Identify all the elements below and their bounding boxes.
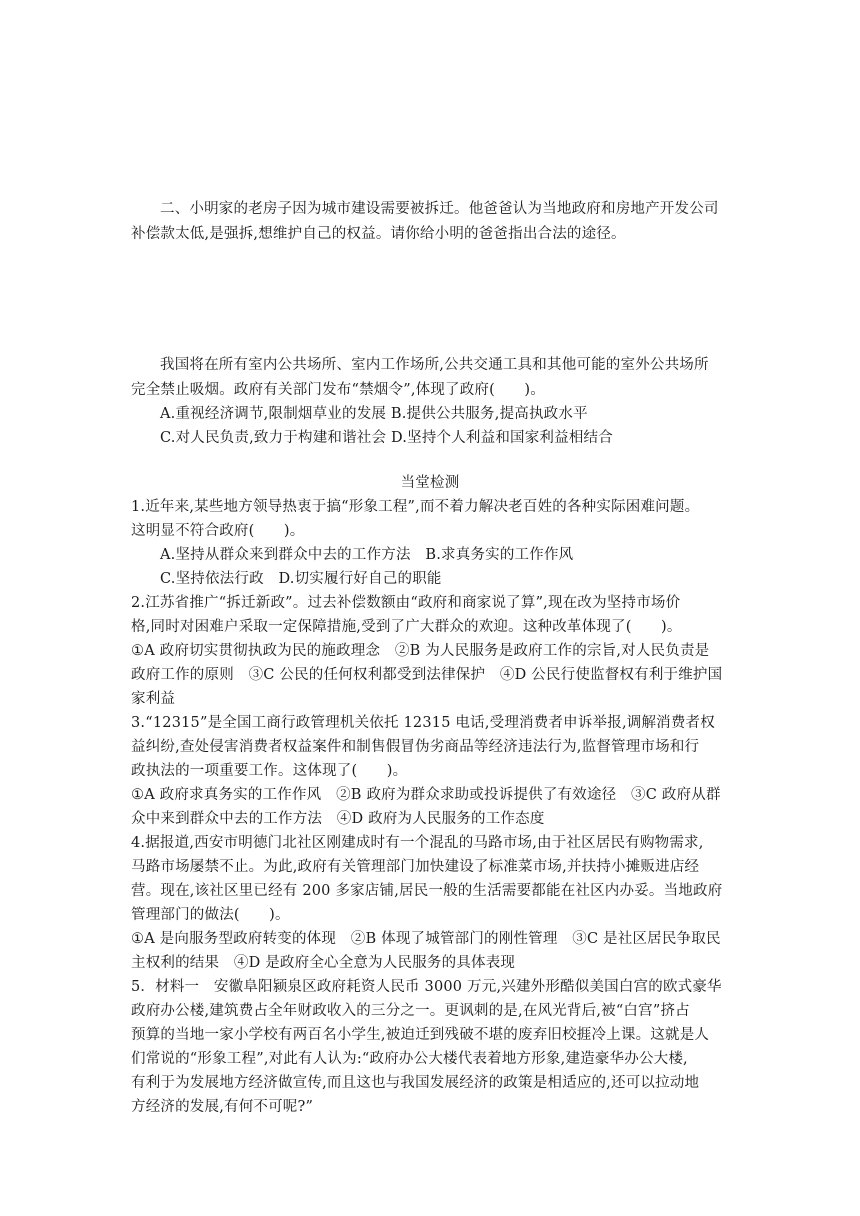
smoking-stem-line-1: 我国将在所有室内公共场所、室内工作场所,公共交通工具和其他可能的室外公共场所 [160,357,709,373]
q3-line-2: 益纠纷,查处侵害消费者权益案件和制售假冒伪劣商品等经济违法行为,监督管理市场和行 [131,739,700,755]
q4-line-5: ①A 是向服务型政府转变的体现 ②B 体现了城管部门的刚性管理 ③C 是社区居民争取民 [131,931,721,947]
section2-line-2: 补偿款太低,是强拆,想维护自己的权益。请你给小明的爸爸指出合法的途径。 [131,226,626,242]
smoking-options-line-2: C.对人民负责,致力于构建和谐社会 D.坚持个人利益和国家利益相结合 [160,430,613,446]
q5-line-4: 们常说的“形象工程”,对此有人认为:“政府办公大楼代表着地方形象,建造豪华办公大楼, [131,1051,688,1067]
q5-line-6: 方经济的发展,有何不可呢?” [131,1099,314,1115]
q5-line-3: 预算的当地一家小学校有两百名小学生,被迫迁到残破不堪的废弃旧校捱冷上课。这就是人 [131,1027,710,1043]
q3-line-5: 众中来到群众中去的工作方法 ④D 政府为人民服务的工作态度 [131,811,545,827]
q1-options-line-2: C.坚持依法行政 D.切实履行好自己的职能 [160,571,442,587]
q3-line-4: ①A 政府求真务实的工作作风 ②B 政府为群众求助或投诉提供了有效途径 ③C 政府从群 [131,787,721,803]
q1-stem-line-1: 1.近年来,某些地方领导热衷于搞“形象工程”,而不着力解决老百姓的各种实际困难问题。 [131,499,700,515]
smoking-stem-line-2: 完全禁止吸烟。政府有关部门发布“禁烟令”,体现了政府( )。 [131,382,545,398]
q5-line-2: 政府办公楼,建筑费占全年财政收入的三分之一。更讽刺的是,在风光背后,被“白宫”挤占 [131,1003,690,1019]
q4-line-6: 主权利的结果 ④D 是政府全心全意为人民服务的具体表现 [131,955,516,971]
smoking-options-line-1: A.重视经济调节,限制烟草业的发展 B.提供公共服务,提高执政水平 [160,406,588,422]
q2-line-1: 2.江苏省推广“拆迁新政”。过去补偿数额由“政府和商家说了算”,现在改为坚持市场价 [131,595,681,611]
q4-line-4: 管理部门的做法( )。 [131,907,290,923]
q1-options-line-1: A.坚持从群众来到群众中去的工作方法 B.求真务实的工作作风 [160,547,574,563]
q3-line-3: 政执法的一项重要工作。这体现了( )。 [131,763,408,779]
q3-line-1: 3.“12315”是全国工商行政管理机关依托 12315 电话,受理消费者申诉举报,调解消费者权 [131,715,715,731]
q4-line-2: 马路市场屡禁不止。为此,政府有关管理部门加快建设了标准菜市场,并扶持小摊贩进店经 [131,859,700,875]
section2-line-1: 二、小明家的老房子因为城市建设需要被拆迁。他爸爸认为当地政府和房地产开发公司 [160,201,719,217]
test-heading: 当堂检测 [400,475,460,491]
q2-line-3: ①A 政府切实贯彻执政为民的施政理念 ②B 为人民服务是政府工作的宗旨,对人民负责是 [131,643,710,659]
q2-line-4: 政府工作的原则 ③C 公民的任何权利都受到法律保护 ④D 公民行使监督权有利于维护国 [131,667,723,683]
q5-line-5: 有利于为发展地方经济做宣传,而且这也与我国发展经济的政策是相适应的,还可以拉动地 [131,1075,700,1091]
q4-line-3: 营。现在,该社区里已经有 200 多家店铺,居民一般的生活需要都能在社区内办妥。当地政府 [131,883,723,899]
q4-line-1: 4.据报道,西安市明德门北社区刚建成时有一个混乱的马路市场,由于社区居民有购物需求, [131,835,704,851]
q2-line-5: 家利益 [131,691,176,707]
q1-stem-line-2: 这明显不符合政府( )。 [131,523,305,539]
q5-line-1: 5．材料一 安徽阜阳颍泉区政府耗资人民币 3000 万元,兴建外形酷似美国白宫的欧式豪华 [131,979,722,995]
q2-line-2: 格,同时对困难户采取一定保障措施,受到了广大群众的欢迎。这种改革体现了( )。 [131,619,682,635]
